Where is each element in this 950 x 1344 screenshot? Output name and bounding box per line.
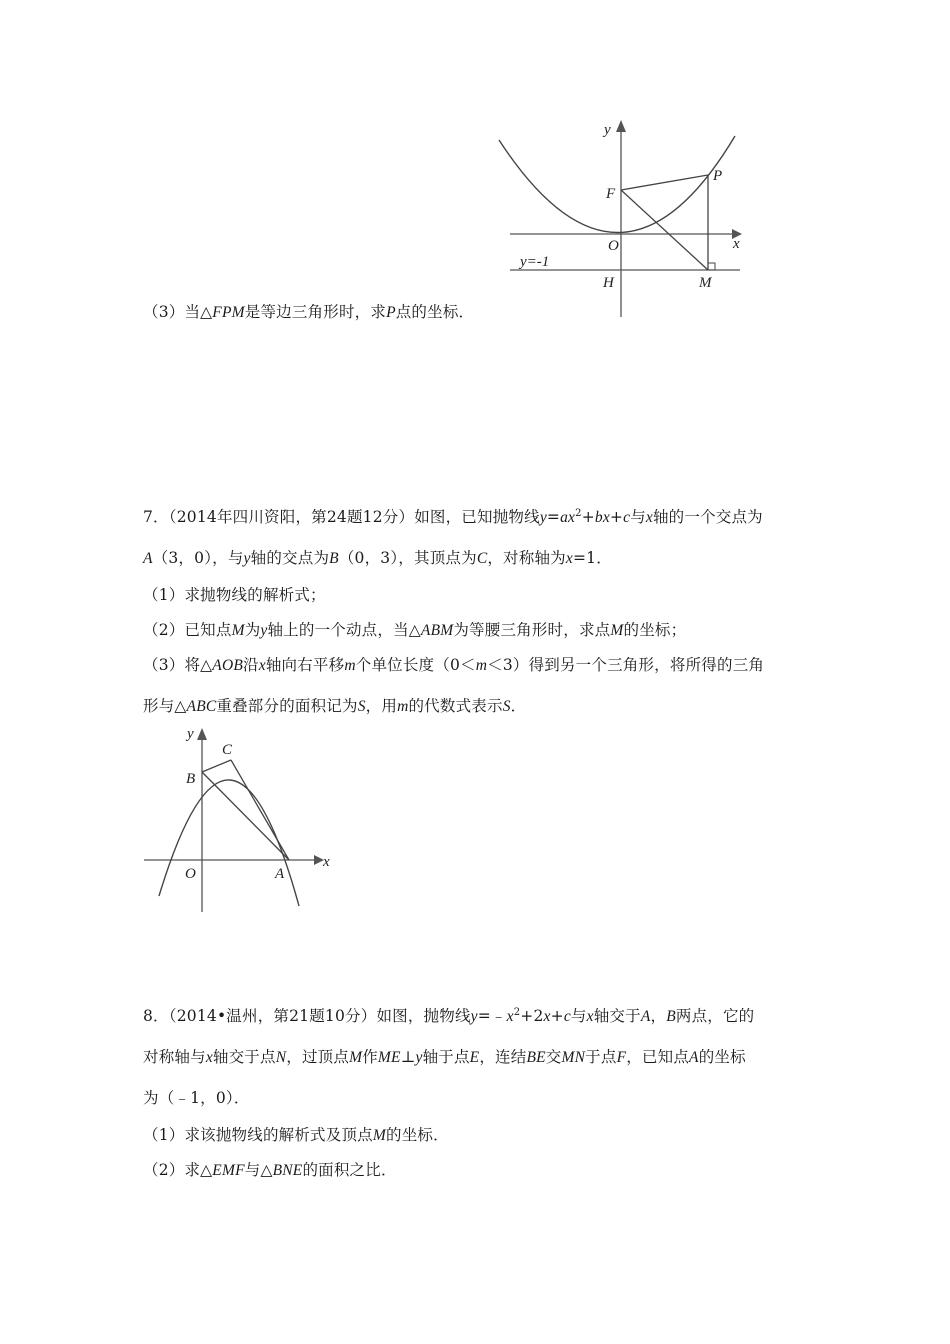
q7-part2-m: M xyxy=(231,622,245,639)
q7-point-b: B xyxy=(329,550,339,567)
fig1-label-y: y xyxy=(604,122,611,138)
fig1-y-arrow xyxy=(616,120,626,132)
q8-l2-text8: 于点 xyxy=(585,1048,617,1066)
q8-part2-text2: 与△ xyxy=(244,1161,273,1179)
q8-eq-x: x xyxy=(506,1008,514,1025)
q7-part1 xyxy=(143,583,326,605)
q7-l2-text4: ，对称轴为 xyxy=(487,549,566,567)
q8-l2-text4: 作 xyxy=(362,1048,378,1066)
q7-stem-line2 xyxy=(143,546,612,568)
q8-l2-text3: ，过顶点 xyxy=(286,1048,350,1066)
q7-part3l2-text2: 重叠部分的面积记为 xyxy=(216,697,358,715)
q7-eq-bx: bx xyxy=(594,509,610,526)
q7-part3-text: （3）将△ xyxy=(143,656,213,674)
fig1-label-f: F xyxy=(606,186,616,202)
q7-part2-y: y xyxy=(260,622,268,639)
q7-part3l2-m: m xyxy=(397,698,409,715)
q7-source: （2014年四川资阳，第24题12分）如图，已知抛物线 xyxy=(168,508,540,526)
fig2-label-y: y xyxy=(187,726,194,742)
q8-l2-m: M xyxy=(349,1049,363,1066)
q8-part1-text2: 的坐标． xyxy=(386,1126,449,1144)
q7-part3l2-abc: ABC xyxy=(186,698,217,715)
q7-part3-aob: AOB xyxy=(212,657,244,674)
q8-l3-text: 为（﹣1，0）． xyxy=(143,1089,250,1107)
q7-eq-c: c xyxy=(623,509,631,526)
q8-part1-m: M xyxy=(372,1127,386,1144)
q8-source: （2014•温州，第21题10分）如图，抛物线 xyxy=(168,1007,471,1025)
q8-point-b: B xyxy=(666,1008,676,1025)
q8-part2 xyxy=(143,1158,397,1180)
q7-l2-text3: （0，3），其顶点为 xyxy=(338,549,477,567)
q8-eq-x2: x xyxy=(543,1008,551,1025)
q8-eq-plus: + xyxy=(550,1007,564,1025)
q7-part3-x: x xyxy=(258,657,266,674)
q8-eq-y: y xyxy=(470,1008,478,1025)
fig2-label-o: O xyxy=(185,866,196,882)
figure-parabola-abc xyxy=(140,720,340,920)
q8-l2-text10: 的坐标 xyxy=(698,1048,746,1066)
q7-l2-text5: =1． xyxy=(572,549,612,567)
q7-part2-text5: 的坐标； xyxy=(623,621,687,639)
q8-text3: 两点，它的 xyxy=(675,1007,755,1025)
q7-part3-text5: ＜3）得到另一个三角形，将所得的三角 xyxy=(487,656,765,674)
q8-l2-text: 对称轴与 xyxy=(143,1048,206,1066)
q8-l2-e: E xyxy=(469,1049,480,1066)
q8-part1-text: （1）求该抛物线的解析式及顶点 xyxy=(143,1126,373,1144)
q7-part2-text4: 为等腰三角形时，求点 xyxy=(453,621,611,639)
q7-part3-text2: 沿 xyxy=(243,656,259,674)
q8-l2-x: x xyxy=(205,1049,213,1066)
q7-l2-x: x xyxy=(565,550,573,567)
fig1-segment-fp xyxy=(621,175,708,190)
q7-part2-abm: ABM xyxy=(420,622,454,639)
q7-part2 xyxy=(143,618,686,640)
q8-l2-be: BE xyxy=(526,1049,546,1066)
fig1-parabola xyxy=(499,136,735,233)
q8-l2-a: A xyxy=(689,1049,699,1066)
q8-x: x xyxy=(586,1008,594,1025)
q7-text: 与 xyxy=(630,508,646,526)
fig2-label-b: B xyxy=(186,771,196,787)
fig1-label-y-neg1: y=-1 xyxy=(520,254,550,270)
q8-l2-y: y xyxy=(415,1049,423,1066)
q7-part2-text2: 为 xyxy=(244,621,261,639)
q7-eq-sq: 2 xyxy=(575,508,582,519)
q8-part2-text: （2）求△ xyxy=(143,1161,213,1179)
q6-part3 xyxy=(143,300,474,322)
fig1-label-m: M xyxy=(699,275,712,291)
q8-l2-text2: 轴交于点 xyxy=(212,1048,276,1066)
q7-eq-ax: ax xyxy=(560,509,576,526)
q7-part3l2-s: S xyxy=(357,698,366,715)
q8-l2-text5: 轴于点 xyxy=(422,1048,470,1066)
q7-l2-text2: 轴的交点为 xyxy=(250,549,330,567)
q8-l2-text6: ，连结 xyxy=(479,1048,527,1066)
fig1-right-angle-mark xyxy=(708,263,715,270)
q7-part2-text3: 轴上的一个动点，当△ xyxy=(267,621,421,639)
q8-l2-f: F xyxy=(616,1049,627,1066)
q8-l2-text9: ，已知点 xyxy=(626,1048,690,1066)
q8-eq-c: c xyxy=(563,1008,571,1025)
q7-part3l2-text4: 的代数式表示 xyxy=(408,697,503,715)
fig2-label-x: x xyxy=(323,854,330,870)
fig2-segment-bc xyxy=(202,760,231,772)
q8-eq-a: =﹣ xyxy=(477,1007,507,1025)
q6-part3-text: （3）当△ xyxy=(143,303,213,321)
q8-part2-text3: 的面积之比． xyxy=(302,1161,397,1179)
q7-part1-text: （1）求抛物线的解析式； xyxy=(143,586,326,604)
q8-eq-sq: 2 xyxy=(513,1007,521,1018)
fig1-label-p: P xyxy=(713,168,723,184)
q8-part1 xyxy=(143,1123,449,1145)
q6-part3-p: P xyxy=(386,304,396,321)
q8-l2-mn: MN xyxy=(561,1049,586,1066)
q7-x: x xyxy=(645,509,653,526)
fig1-label-h: H xyxy=(603,275,614,291)
q8-l2-n: N xyxy=(275,1049,287,1066)
q7-l2-text: （3，0），与 xyxy=(152,549,244,567)
q7-point-c: C xyxy=(476,550,488,567)
q8-stem-line2 xyxy=(143,1045,746,1067)
q7-part3-line1 xyxy=(143,653,764,675)
q7-stem-line1 xyxy=(143,505,763,527)
q7-part3-m: m xyxy=(344,657,356,674)
q7-eq-eq: = xyxy=(546,508,561,526)
q7-l2-y: y xyxy=(243,550,251,567)
fig1-label-o: O xyxy=(608,238,619,254)
q7-part3-text4: 个单位长度（0＜ xyxy=(355,656,476,674)
figure-parabola-fpm xyxy=(480,112,750,322)
q7-part3-m2: m xyxy=(475,657,488,674)
q8-part2-emf: EMF xyxy=(212,1162,245,1179)
q8-l2-perp: ⊥ xyxy=(400,1048,416,1066)
q7-part2-text: （2）已知点 xyxy=(143,621,232,639)
q8-number: 8． xyxy=(143,1007,169,1025)
q7-part3-line2 xyxy=(143,694,526,716)
q8-stem-line1 xyxy=(143,1004,754,1026)
q6-part3-fpm: FPM xyxy=(212,304,245,321)
q8-l2-text7: 交 xyxy=(545,1048,562,1066)
q8-text2: 轴交于 xyxy=(593,1007,641,1025)
q7-eq-plus2: + xyxy=(609,508,624,526)
q7-eq-y: y xyxy=(539,509,547,526)
q8-eq-b: +2 xyxy=(520,1007,544,1025)
q8-stem-line3 xyxy=(143,1086,250,1108)
q8-comma: ， xyxy=(650,1007,667,1025)
q6-part3-text3: 点的坐标． xyxy=(395,303,475,321)
q7-part3l2-text3: ，用 xyxy=(365,697,398,715)
fig1-label-x: x xyxy=(733,236,740,252)
q6-part3-text2: 是等边三角形时，求 xyxy=(244,303,387,321)
q8-point-a: A xyxy=(640,1008,651,1025)
q7-part2-m2: M xyxy=(610,622,624,639)
q7-part3l2-text: 形与△ xyxy=(143,697,187,715)
q7-number: 7． xyxy=(143,508,169,526)
q7-part3-text3: 轴向右平移 xyxy=(265,656,345,674)
q7-text2: 轴的一个交点为 xyxy=(652,508,763,526)
q7-point-a: A xyxy=(143,550,153,567)
fig2-label-c: C xyxy=(222,742,233,758)
fig2-label-a: A xyxy=(275,866,285,882)
q8-l2-me: ME xyxy=(377,1049,401,1066)
q8-text: 与 xyxy=(570,1007,587,1025)
q8-part2-bne: BNE xyxy=(272,1162,303,1179)
q7-part3l2-s2: S xyxy=(502,698,511,715)
fig2-y-arrow xyxy=(197,728,207,740)
q7-eq-plus1: + xyxy=(581,508,595,526)
q7-part3l2-text5: ． xyxy=(510,697,527,715)
